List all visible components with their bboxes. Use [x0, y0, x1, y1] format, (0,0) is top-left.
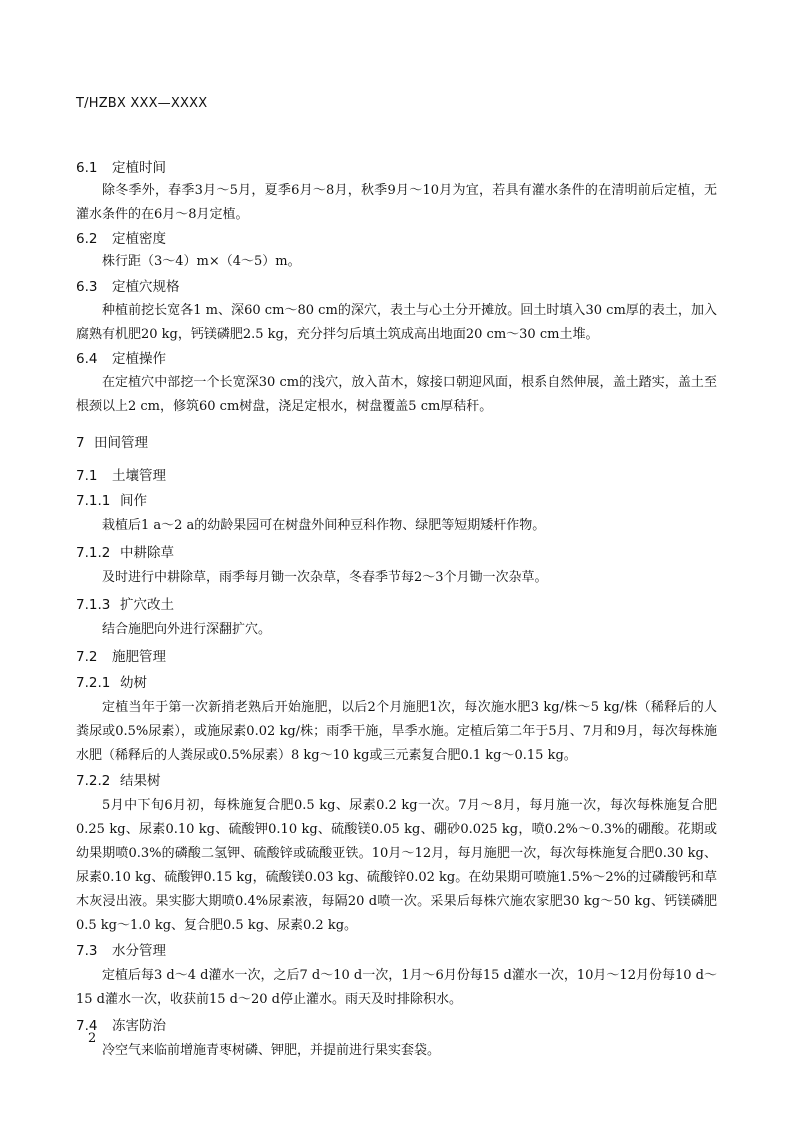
- heading-6-2: [76, 229, 717, 249]
- heading-6-1: [76, 158, 717, 178]
- heading-number: 7.1.2: [76, 545, 111, 561]
- paragraph-6-1: 除冬季外，春季3月～5月，夏季6月～8月，秋季9月～10月为宜，若具有灌水条件的在清明前后定植，无灌水条件的在6月～8月定植。: [76, 183, 717, 222]
- heading-title: 土壤管理: [112, 468, 166, 484]
- page-number: 2: [88, 1031, 97, 1046]
- heading-number: 7.1: [76, 468, 98, 484]
- heading-number: 7.2.1: [76, 675, 111, 691]
- heading-number: 6.2: [76, 231, 98, 247]
- heading-7: [76, 433, 717, 453]
- heading-title: 中耕除草: [120, 545, 174, 561]
- heading-title: 田间管理: [94, 435, 148, 451]
- heading-7-1-1: [76, 491, 717, 511]
- heading-title: 定植密度: [112, 231, 166, 247]
- heading-title: 扩穴改土: [120, 597, 174, 613]
- heading-title: 幼树: [120, 675, 147, 691]
- heading-7-1-3: [76, 595, 717, 615]
- heading-number: 7.2.2: [76, 773, 111, 789]
- paragraph-7-1-1: 栽植后1 a～2 a的幼龄果园可在树盘外间种豆科作物、绿肥等短期矮杆作物。: [102, 518, 546, 533]
- heading-7-3: [76, 941, 717, 961]
- paragraph-6-3: 种植前挖长宽各1 m、深60 cm～80 cm的深穴，表土与心土分开摊放。回土时填入30 cm厚的表土，加入腐熟有机肥20 kg，钙镁磷肥2.5 kg，充分拌匀后填土筑成高出地面20 cm～30 cm土堆。: [76, 303, 717, 342]
- heading-title: 定植操作: [112, 351, 166, 367]
- paragraph-6-2: 株行距（3～4）m×（4～5）m。: [102, 254, 301, 269]
- heading-number: 6.4: [76, 351, 98, 367]
- paragraph-7-3: 定植后每3 d～4 d灌水一次，之后7 d～10 d一次，1月～6月份每15 d灌水一次，10月～12月份每10 d～15 d灌水一次，收获前15 d～20 d停止灌水。雨天及时排除积水。: [76, 968, 717, 1007]
- paragraph-7-1-2: 及时进行中耕除草，雨季每月锄一次杂草，冬春季节每2～3个月锄一次杂草。: [102, 570, 548, 585]
- heading-title: 定植穴规格: [112, 279, 180, 295]
- heading-title: 施肥管理: [112, 649, 166, 665]
- paragraph-6-4: 在定植穴中部挖一个长宽深30 cm的浅穴，放入苗木，嫁接口朝迎风面，根系自然伸展，盖土踏实，盖土至根颈以上2 cm，修筑60 cm树盘，浇足定根水，树盘覆盖5 cm厚秸秆。: [76, 375, 717, 414]
- heading-7-2-2: [76, 771, 717, 791]
- heading-7-1-2: [76, 543, 717, 563]
- heading-number: 7.4: [76, 1018, 98, 1034]
- heading-number: 7.2: [76, 649, 98, 665]
- heading-title: 间作: [120, 493, 147, 509]
- heading-number: 7: [76, 435, 85, 451]
- heading-number: 7.1.1: [76, 493, 111, 509]
- heading-title: 定植时间: [112, 160, 166, 176]
- paragraph-7-4: 冷空气来临前增施青枣树磷、钾肥，并提前进行果实套袋。: [102, 1043, 441, 1058]
- paragraph-7-2-1: 定植当年于第一次新捎老熟后开始施肥，以后2个月施肥1次，每次施水肥3 kg/株～5 kg/株（稀释后的人粪尿或0.5%尿素），或施尿素0.02 kg/株；雨季干施，旱季水施。定植后第二年于5月、7月和9月，每次每株施水肥（稀释后的人粪尿或0.5%尿素）8 kg～10 kg或三元素复合肥0.1 kg～0.15 kg。: [76, 700, 717, 763]
- document-body: [76, 158, 717, 1063]
- paragraph-7-2-2: 5月中下旬6月初，每株施复合肥0.5 kg、尿素0.2 kg一次。7月～8月，每月施一次，每次每株施复合肥0.25 kg、尿素0.10 kg、硫酸钾0.10 kg、硫酸镁0.05 kg、硼砂0.025 kg，喷0.2%～0.3%的硼酸。花期或幼果期喷0.3%的磷酸二氢钾、硫酸锌或硫酸亚铁。10月～12月，每月施肥一次，每次每株施复合肥0.30 kg、尿素0.10 kg、硫酸钾0.15 kg，硫酸镁0.03 kg、硫酸锌0.02 kg。在幼果期可喷施1.5%～2%的过磷酸钙和草木灰浸出液。果实膨大期喷0.4%尿素液，每隔20 d喷一次。采果后每株穴施农家肥30 kg～50 kg、钙镁磷肥0.5 kg～1.0 kg、复合肥0.5 kg、尿素0.2 kg。: [76, 798, 717, 933]
- document-code-header: T/HZBX XXX—XXXX: [76, 96, 208, 111]
- heading-title: 结果树: [120, 773, 161, 789]
- heading-7-1: [76, 466, 717, 486]
- heading-7-2-1: [76, 673, 717, 693]
- heading-title: 冻害防治: [112, 1018, 166, 1034]
- heading-number: 6.1: [76, 160, 98, 176]
- heading-number: 6.3: [76, 279, 98, 295]
- heading-7-2: [76, 647, 717, 667]
- heading-number: 7.3: [76, 943, 98, 959]
- heading-6-4: [76, 349, 717, 369]
- paragraph-7-1-3: 结合施肥向外进行深翻扩穴。: [102, 622, 272, 637]
- heading-number: 7.1.3: [76, 597, 111, 613]
- heading-title: 水分管理: [112, 943, 166, 959]
- heading-7-4: [76, 1016, 717, 1036]
- heading-6-3: [76, 277, 717, 297]
